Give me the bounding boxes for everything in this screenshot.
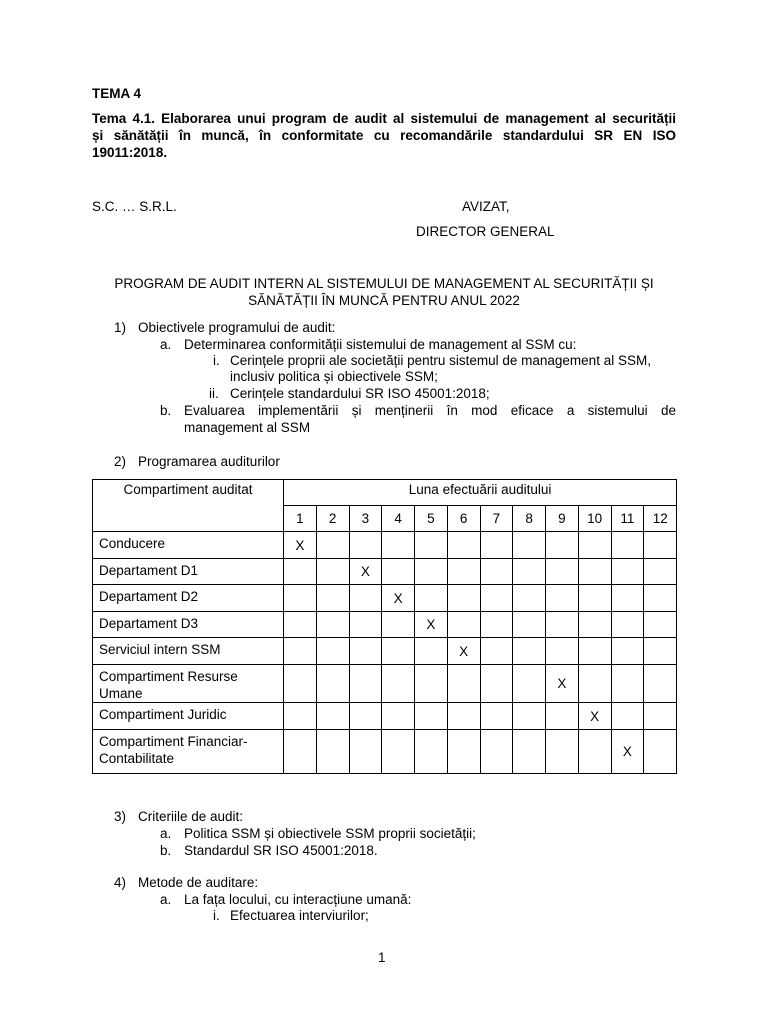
item-1b-text-1: Evaluarea implementării și menținerii în mod eficace a sistemului de	[184, 403, 676, 418]
schedule-cell	[316, 559, 349, 585]
schedule-cell	[546, 559, 579, 585]
schedule-cell	[480, 730, 513, 774]
months-header: Luna efectuării auditului	[284, 480, 677, 506]
table-row	[93, 730, 677, 774]
schedule-cell	[382, 703, 415, 730]
audit-mark: X	[360, 564, 370, 579]
department-column-header: Compartiment auditat	[93, 480, 284, 532]
table-row	[93, 703, 677, 730]
schedule-cell	[578, 665, 611, 703]
table-row	[93, 532, 677, 559]
schedule-cell	[644, 532, 677, 559]
schedule-cell	[447, 730, 480, 774]
schedule-cell	[284, 532, 317, 559]
item-4a-label: a.	[160, 892, 172, 907]
schedule-cell	[480, 559, 513, 585]
schedule-cell	[513, 559, 546, 585]
schedule-cell	[513, 638, 546, 665]
program-title-line-1: PROGRAM DE AUDIT INTERN AL SISTEMULUI DE MANAGEMENT AL SECURITĂȚII ȘI	[114, 276, 654, 291]
schedule-cell	[382, 559, 415, 585]
schedule-cell	[415, 638, 448, 665]
department-cell	[93, 585, 284, 612]
schedule-cell	[644, 665, 677, 703]
item-1b-label: b.	[160, 403, 172, 418]
audit-mark: X	[557, 676, 567, 691]
table-row	[93, 585, 677, 612]
schedule-cell	[578, 703, 611, 730]
item-1a-i-text-1: Cerințele proprii ale societății pentru sistemul de management al SSM,	[230, 353, 651, 368]
item-1a-i-text-2: inclusiv politica și obiectivele SSM;	[230, 369, 438, 384]
schedule-cell	[644, 559, 677, 585]
schedule-cell	[644, 585, 677, 612]
schedule-cell	[611, 665, 644, 703]
schedule-cell	[644, 612, 677, 638]
schedule-cell	[349, 612, 382, 638]
month-header-cell: 3	[349, 506, 382, 532]
department-name-line-1: Compartiment Juridic	[99, 707, 227, 722]
section-4-number: 4)	[114, 875, 127, 890]
schedule-cell	[349, 730, 382, 774]
department-name-line-1: Conducere	[99, 536, 166, 551]
item-1a-ii-label: ii.	[209, 386, 219, 401]
schedule-cell	[480, 703, 513, 730]
schedule-cell	[546, 730, 579, 774]
avizat-label: AVIZAT,	[462, 199, 510, 214]
schedule-cell	[349, 665, 382, 703]
schedule-cell	[415, 585, 448, 612]
schedule-cell	[316, 638, 349, 665]
month-header-cell: 11	[611, 506, 644, 532]
month-header-cell: 10	[578, 506, 611, 532]
department-cell	[93, 730, 284, 774]
schedule-cell	[316, 532, 349, 559]
audit-schedule-table	[92, 479, 677, 774]
schedule-cell	[415, 665, 448, 703]
item-1a-ii-text: Cerințele standardului SR ISO 45001:2018;	[230, 386, 490, 401]
schedule-cell	[447, 703, 480, 730]
section-2-title: Programarea auditurilor	[138, 454, 280, 469]
schedule-cell	[382, 730, 415, 774]
schedule-cell	[546, 665, 579, 703]
month-header-cell: 5	[415, 506, 448, 532]
schedule-cell	[480, 612, 513, 638]
subtitle-line-3: 19011:2018.	[92, 145, 168, 160]
department-name-line-1: Departament D2	[99, 589, 199, 604]
department-name-line-1: Compartiment Resurse	[99, 669, 238, 684]
month-header-cell: 1	[284, 506, 317, 532]
department-name-line-1: Serviciul intern SSM	[99, 642, 221, 657]
schedule-cell	[513, 532, 546, 559]
month-header-cell: 8	[513, 506, 546, 532]
schedule-cell	[513, 730, 546, 774]
section-3-number: 3)	[114, 809, 127, 824]
audit-mark: X	[590, 708, 600, 724]
table-row	[93, 638, 677, 665]
department-cell	[93, 665, 284, 703]
schedule-cell	[349, 638, 382, 665]
schedule-cell	[382, 638, 415, 665]
department-name-line-2: Umane	[99, 686, 143, 701]
schedule-cell	[284, 612, 317, 638]
schedule-cell	[349, 559, 382, 585]
schedule-cell	[578, 612, 611, 638]
schedule-cell	[316, 612, 349, 638]
department-name-line-2: Contabilitate	[99, 751, 175, 766]
schedule-cell	[513, 612, 546, 638]
schedule-cell	[382, 612, 415, 638]
schedule-cell	[349, 703, 382, 730]
section-2-number: 2)	[114, 454, 127, 469]
month-header-cell: 7	[480, 506, 513, 532]
schedule-cell	[611, 730, 644, 774]
table-row	[93, 665, 677, 703]
schedule-cell	[382, 665, 415, 703]
schedule-cell	[578, 532, 611, 559]
schedule-cell	[447, 612, 480, 638]
schedule-cell	[316, 665, 349, 703]
company-name: S.C. … S.R.L.	[92, 199, 177, 214]
schedule-cell	[611, 585, 644, 612]
item-1a-text: Determinarea conformității sistemului de management al SSM cu:	[184, 337, 577, 352]
schedule-cell	[284, 585, 317, 612]
schedule-cell	[546, 703, 579, 730]
item-1a-i-label: i.	[213, 353, 220, 368]
item-3a-text: Politica SSM și obiectivele SSM proprii societății;	[184, 826, 476, 841]
schedule-cell	[447, 559, 480, 585]
audit-mark: X	[295, 537, 305, 553]
schedule-cell	[480, 585, 513, 612]
item-1a-label: a.	[160, 337, 172, 352]
schedule-cell	[349, 532, 382, 559]
table-row	[93, 559, 677, 585]
schedule-cell	[415, 612, 448, 638]
director-label: DIRECTOR GENERAL	[416, 224, 555, 239]
section-3-title: Criteriile de audit:	[138, 809, 244, 824]
item-4a-text: La fața locului, cu interacțiune umană:	[184, 892, 412, 907]
schedule-cell	[316, 703, 349, 730]
month-header-cell: 12	[644, 506, 677, 532]
schedule-cell	[415, 559, 448, 585]
schedule-cell	[644, 730, 677, 774]
department-cell	[93, 703, 284, 730]
item-3b-label: b.	[160, 843, 172, 858]
subtitle-line-2: și sănătății în muncă, în conformitate cu recomandările standardului SR EN ISO	[92, 128, 676, 143]
program-title-line-2: SĂNĂTĂȚII ÎN MUNCĂ PENTRU ANUL 2022	[248, 293, 520, 308]
schedule-cell	[546, 638, 579, 665]
audit-mark: X	[622, 744, 632, 759]
schedule-cell	[644, 703, 677, 730]
audit-mark: X	[393, 590, 403, 606]
schedule-cell	[349, 585, 382, 612]
table-header-row	[93, 480, 677, 506]
schedule-cell	[480, 665, 513, 703]
schedule-cell	[611, 638, 644, 665]
schedule-cell	[546, 585, 579, 612]
schedule-cell	[284, 730, 317, 774]
department-name-line-1: Compartiment Financiar-	[99, 734, 248, 749]
schedule-cell	[480, 532, 513, 559]
schedule-cell	[447, 638, 480, 665]
schedule-cell	[578, 559, 611, 585]
tema-heading: TEMA 4	[92, 86, 142, 101]
schedule-cell	[578, 730, 611, 774]
audit-mark: X	[459, 643, 469, 659]
schedule-cell	[513, 665, 546, 703]
schedule-cell	[611, 703, 644, 730]
item-3a-label: a.	[160, 826, 172, 841]
schedule-cell	[447, 665, 480, 703]
schedule-cell	[415, 532, 448, 559]
schedule-cell	[611, 532, 644, 559]
schedule-cell	[480, 638, 513, 665]
page-number: 1	[378, 950, 386, 965]
item-4a-i-label: i.	[213, 908, 220, 923]
department-cell	[93, 532, 284, 559]
schedule-cell	[284, 665, 317, 703]
item-1b-text-2: management al SSM	[184, 420, 311, 435]
table-row	[93, 612, 677, 638]
schedule-cell	[415, 730, 448, 774]
schedule-cell	[447, 532, 480, 559]
schedule-cell	[316, 730, 349, 774]
item-4a-i-text: Efectuarea interviurilor;	[230, 908, 369, 923]
audit-mark: X	[426, 617, 436, 632]
schedule-cell	[382, 532, 415, 559]
schedule-cell	[546, 532, 579, 559]
schedule-cell	[284, 703, 317, 730]
section-1-number: 1)	[114, 320, 127, 335]
department-cell	[93, 612, 284, 638]
schedule-cell	[284, 559, 317, 585]
department-name-line-1: Departament D3	[99, 616, 199, 631]
schedule-cell	[415, 703, 448, 730]
month-header-cell: 4	[382, 506, 415, 532]
schedule-cell	[644, 638, 677, 665]
section-1-title: Obiectivele programului de audit:	[138, 320, 336, 335]
item-3b-text: Standardul SR ISO 45001:2018.	[184, 843, 378, 858]
schedule-cell	[382, 585, 415, 612]
department-name-line-1: Departament D1	[99, 563, 199, 578]
section-4-title: Metode de auditare:	[138, 875, 259, 890]
schedule-cell	[578, 585, 611, 612]
schedule-cell	[578, 638, 611, 665]
schedule-cell	[513, 585, 546, 612]
schedule-cell	[611, 559, 644, 585]
schedule-cell	[611, 612, 644, 638]
department-cell	[93, 638, 284, 665]
month-header-cell: 2	[316, 506, 349, 532]
month-header-cell: 6	[447, 506, 480, 532]
schedule-cell	[513, 703, 546, 730]
month-header-cell: 9	[546, 506, 579, 532]
department-cell	[93, 559, 284, 585]
schedule-cell	[316, 585, 349, 612]
schedule-cell	[284, 638, 317, 665]
schedule-cell	[546, 612, 579, 638]
schedule-cell	[447, 585, 480, 612]
subtitle-line-1: Tema 4.1. Elaborarea unui program de audit al sistemului de management al securității	[92, 111, 676, 126]
